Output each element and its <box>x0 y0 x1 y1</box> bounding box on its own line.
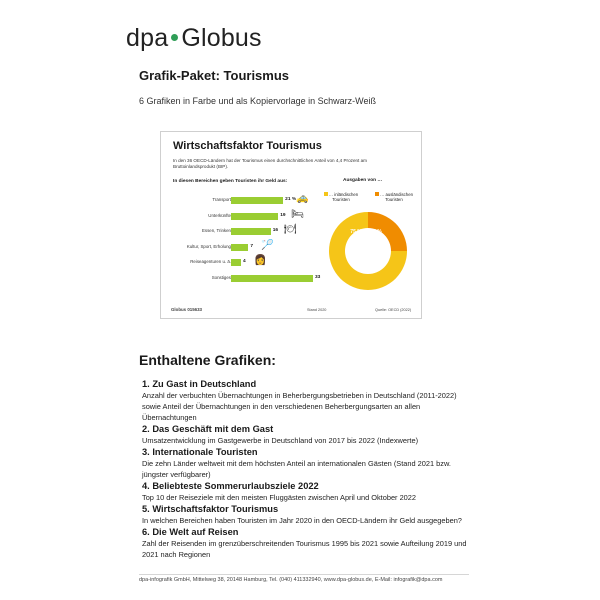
list-item-description: Die zehn Länder weltweit mit dem höchsten Anteil an internationalen Gästen (Stand 2021 bzw. jüngster verfügbarer) <box>142 459 451 479</box>
list-item-description: In welchen Bereichen haben Touristen im Jahr 2020 in den OECD-Ländern ihr Geld ausgegeben? <box>142 516 462 525</box>
bar-label: Reiseagenturen u. ä. <box>190 259 231 264</box>
legend-foreign <box>374 192 414 202</box>
guide-icon: 👩 <box>253 255 267 266</box>
bar <box>231 197 283 204</box>
logo-globus: Globus <box>181 24 262 52</box>
graphic-footer-stand: Stand 2020 <box>307 308 327 312</box>
expense-heading: Ausgaben von … <box>343 178 383 183</box>
bar-value-label: 16 <box>272 228 279 233</box>
legend-swatch-inland <box>324 192 328 196</box>
racket-icon: 🏸 <box>261 239 274 251</box>
logo-dpa: dpa <box>126 24 169 52</box>
plate-icon: 🍽 <box>283 224 297 235</box>
bar-label: Kultur, Sport, Erholung <box>186 243 231 249</box>
bar-value-label: 7 <box>250 243 254 249</box>
bar <box>231 244 248 251</box>
legend-foreign-label: … ausländischen Touristen <box>380 192 413 202</box>
list-item-heading: 5. Wirtschaftsfaktor Tourismus <box>142 504 279 514</box>
legend-inland-label: … inländischen Touristen <box>328 192 359 202</box>
bar-value-label: 19 <box>280 212 286 218</box>
bar-label: Essen, Trinken <box>201 228 231 233</box>
taxi-icon: 🚕 <box>296 193 309 204</box>
section-title: Enthaltene Grafiken: <box>139 352 276 368</box>
list-item-description: Anzahl der verbuchten Übernachtungen in Beherbergungsbetrieben in Deutschland (2011-2022) sowie Anteil der Übernachtungen in den verschiedenen Beherbergungsarten an allen Übernachtungen <box>142 391 457 422</box>
bar-label: Unterkünfte <box>208 212 231 218</box>
bar <box>231 275 313 282</box>
bar <box>231 259 241 266</box>
bars-heading: In diesen Bereichen geben Touristen ihr Geld aus: <box>173 179 288 184</box>
list-item-heading: 1. Zu Gast in Deutschland <box>142 379 257 389</box>
page-title: Grafik-Paket: Tourismus <box>139 68 290 83</box>
list-item-description: Zahl der Reisenden im grenzüberschreitenden Tourismus 1995 bis 2021 sowie Aufteilung 2019 und 2021 nach Regionen <box>142 539 467 559</box>
graphics-list <box>142 379 472 561</box>
legend-inland <box>321 192 361 202</box>
page-footer: dpa-infografik GmbH, Mittelweg 38, 20148 Hamburg, Tel. (040) 411332940, www.dpa-globus.de, E-Mail: infografik@dpa.com <box>139 574 469 583</box>
preview-graphic <box>160 131 422 319</box>
list-item-description: Top 10 der Reiseziele mit den meisten Fluggästen zwischen April und Oktober 2022 <box>142 493 417 502</box>
legend-swatch-foreign <box>375 192 379 196</box>
list-item-heading: 2. Das Geschäft mit dem Gast <box>142 424 274 434</box>
graphic-footer-source: Quelle: OECD (2022) <box>375 308 412 312</box>
donut-chart <box>327 210 409 292</box>
bar-value-label: 21 % <box>285 197 297 202</box>
dpa-globus-logo <box>126 24 262 53</box>
bar-label: Sonstiges <box>211 274 231 280</box>
page-subtitle: 6 Grafiken in Farbe und als Kopiervorlage in Schwarz-Weiß <box>139 96 376 106</box>
list-item-heading: 4. Beliebteste Sommerurlaubsziele 2022 <box>142 481 319 491</box>
list-item-heading: 3. Internationale Touristen <box>142 447 258 457</box>
bar-value-label: 4 <box>242 259 246 264</box>
bar-label: Transport <box>212 197 231 202</box>
donut-label-foreign: 25 % <box>370 229 382 235</box>
bed-icon: 🛏 <box>291 208 304 220</box>
graphic-footer-logo: Globus 015633 <box>171 307 202 312</box>
list-item-description: Umsatzentwicklung im Gastgewerbe in Deutschland von 2017 bis 2022 (Indexwerte) <box>142 436 419 445</box>
graphic-title: Wirtschaftsfaktor Tourismus <box>173 140 322 152</box>
logo-dot-icon <box>171 34 178 41</box>
graphic-description: In den 36 OECD-Ländern hat der Tourismus einen durchschnittlichen Anteil von 4,4 Prozent am Bruttoinlandsprodukt (BIP). <box>173 158 367 169</box>
bar-value-label: 33 <box>315 274 321 280</box>
list-item-heading: 6. Die Welt auf Reisen <box>142 527 239 537</box>
donut-label-inland: 75 % <box>350 229 362 235</box>
bar <box>231 213 278 220</box>
bar <box>231 228 271 235</box>
